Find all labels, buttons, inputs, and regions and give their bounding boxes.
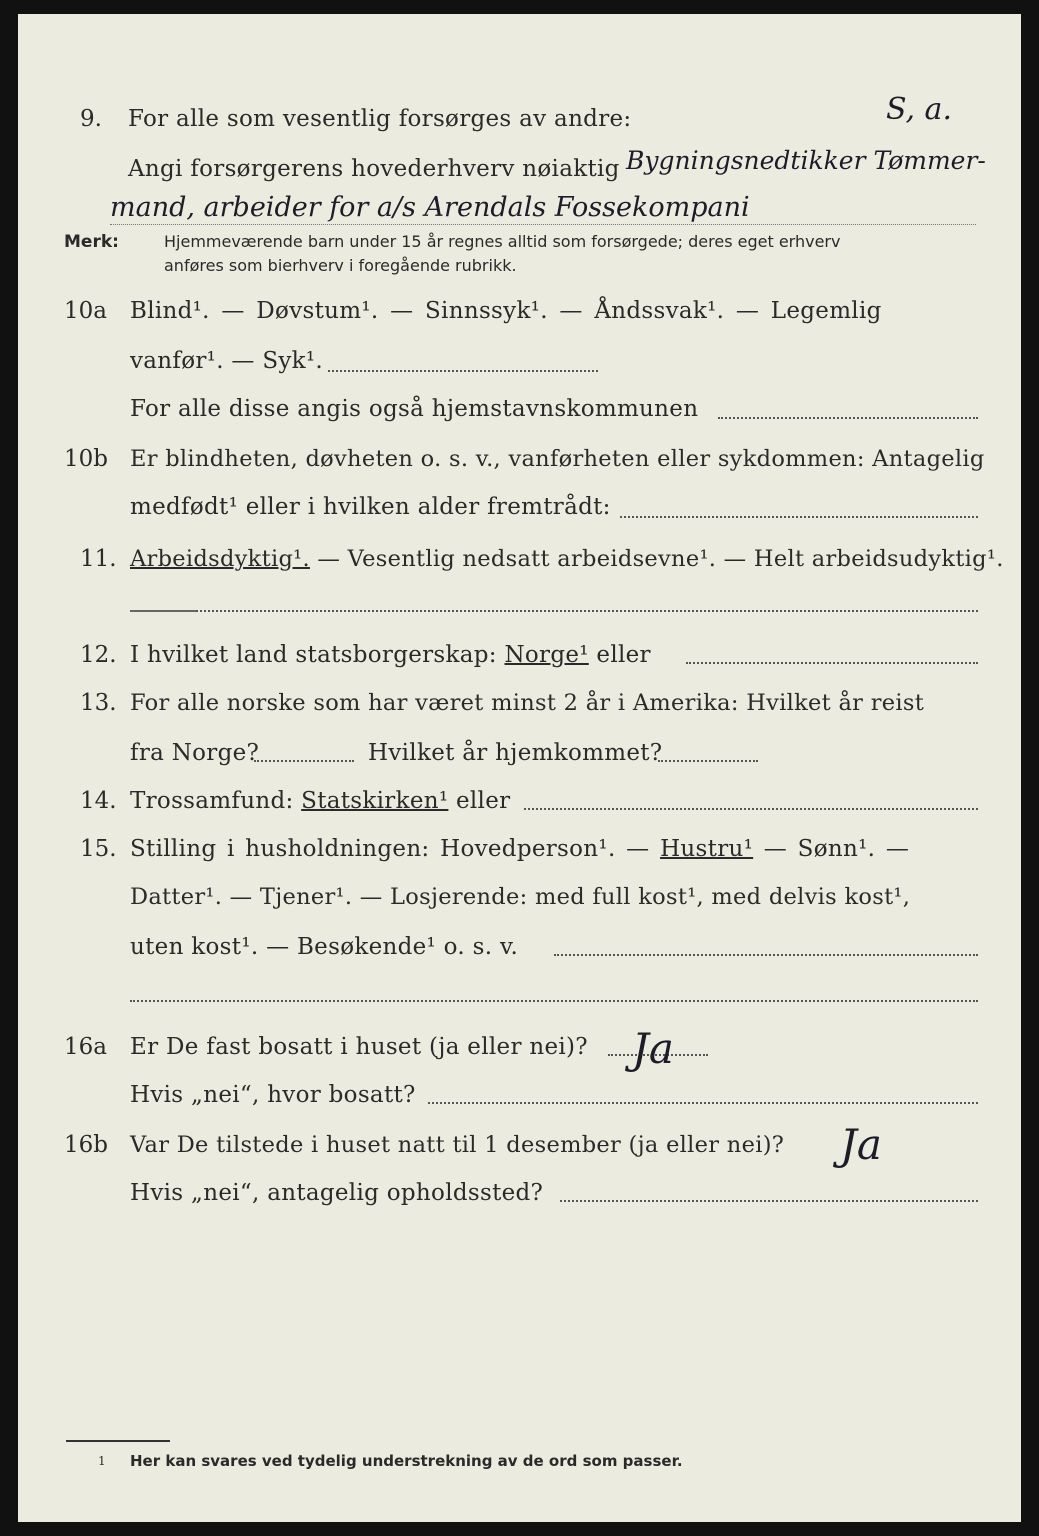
q14-eller: eller bbox=[448, 788, 511, 814]
q12-field bbox=[686, 662, 978, 664]
q14-number: 14. bbox=[80, 788, 117, 814]
q12-number: 12. bbox=[80, 642, 117, 668]
merk-line2: anføres som bierhverv i foregående rubrikk. bbox=[164, 256, 517, 275]
q16b-number: 16b bbox=[64, 1132, 108, 1158]
q16a-line1: Er De fast bosatt i huset (ja eller nei)? bbox=[130, 1034, 588, 1060]
q11-rule-short bbox=[130, 610, 196, 612]
q16b-opholdssted-field bbox=[560, 1200, 978, 1202]
merk-label: Merk: bbox=[64, 232, 119, 252]
q16b-answer: Ja bbox=[840, 1120, 882, 1169]
q11-extra-field bbox=[196, 610, 978, 612]
q15-line2: Datter¹. — Tjener¹. — Losjerende: med full kost¹, med delvis kost¹, bbox=[130, 884, 911, 910]
q15-line1 bbox=[130, 836, 909, 862]
margin-note: S, a. bbox=[886, 92, 952, 127]
q10b-line2: medfødt¹ eller i hvilken alder fremtrådt: bbox=[130, 494, 611, 520]
q9-number: 9. bbox=[80, 106, 102, 132]
census-form-page bbox=[18, 14, 1021, 1522]
q10b-number: 10b bbox=[64, 446, 108, 472]
q13-reist-field bbox=[254, 760, 354, 762]
q13-hjemkommet-field bbox=[658, 760, 758, 762]
q12-label: I hvilket land statsborgerskap: bbox=[130, 642, 505, 668]
merk-line1: Hjemmeværende barn under 15 år regnes alltid som forsørgede; deres eget erhverv bbox=[164, 232, 841, 251]
q9-answer-line1: Bygningsnedtikker Tømmer- bbox=[626, 146, 986, 175]
q15-line1-rest: — Sønn¹. — bbox=[753, 836, 910, 862]
q15-field bbox=[554, 954, 978, 956]
q14-label: Trossamfund: bbox=[130, 788, 302, 814]
q15-label: Stilling i husholdningen: Hovedperson¹. — bbox=[130, 836, 661, 862]
q14-selected-option: Statskirken¹ bbox=[301, 788, 449, 814]
q10a-syk-field bbox=[328, 370, 598, 372]
q10a-number: 10a bbox=[64, 298, 107, 324]
q11-text bbox=[130, 546, 1004, 572]
q16a-number: 16a bbox=[64, 1034, 107, 1060]
q14-text bbox=[130, 788, 510, 814]
q16b-line2: Hvis „nei“, antagelig opholdssted? bbox=[130, 1180, 544, 1206]
q9-answer-line2: mand, arbeider for a/s Arendals Fossekompani bbox=[110, 192, 750, 223]
q15-line3: uten kost¹. — Besøkende¹ o. s. v. bbox=[130, 934, 519, 960]
q16a-bosatt-field bbox=[428, 1102, 978, 1104]
q13-line2a: fra Norge? bbox=[130, 740, 260, 766]
q13-line1: For alle norske som har været minst 2 år i Amerika: Hvilket år reist bbox=[130, 690, 925, 716]
q12-eller: eller bbox=[588, 642, 651, 668]
q15-extra-field bbox=[130, 1000, 978, 1002]
q10a-line3: For alle disse angis også hjemstavnskommunen bbox=[130, 396, 699, 422]
q13-number: 13. bbox=[80, 690, 117, 716]
q11-rest: — Vesentlig nedsatt arbeidsevne¹. — Helt arbeidsudyktig¹. bbox=[309, 546, 1004, 572]
q12-selected-option: Norge¹ bbox=[504, 642, 589, 668]
q10a-line2: vanfør¹. — Syk¹. bbox=[130, 348, 324, 374]
q16a-line2: Hvis „nei“, hvor bosatt? bbox=[130, 1082, 416, 1108]
q16b-line1: Var De tilstede i huset natt til 1 desember (ja eller nei)? bbox=[130, 1132, 785, 1158]
q15-number: 15. bbox=[80, 836, 117, 862]
q9-line1: For alle som vesentlig forsørges av andre: bbox=[128, 106, 632, 132]
q10a-hjemstavn-field bbox=[718, 417, 978, 419]
footnote-text: Her kan svares ved tydelig understrekning av de ord som passer. bbox=[130, 1452, 683, 1470]
q13-line2b: Hvilket år hjemkommet? bbox=[368, 740, 663, 766]
q10a-line1: Blind¹. — Døvstum¹. — Sinnssyk¹. — Åndssvak¹. — Legemlig bbox=[130, 298, 882, 324]
footnote-marker: 1 bbox=[98, 1454, 106, 1468]
q14-field bbox=[524, 808, 978, 810]
q15-selected-option: Hustru¹ bbox=[660, 836, 754, 862]
footnote-rule bbox=[66, 1440, 170, 1442]
q9-answer-rule bbox=[110, 224, 976, 225]
q11-number: 11. bbox=[80, 546, 117, 572]
q9-line2: Angi forsørgerens hovederhverv nøiaktig bbox=[128, 156, 620, 182]
q11-selected-option: Arbeidsdyktig¹. bbox=[130, 546, 310, 572]
q16a-answer: Ja bbox=[632, 1024, 674, 1073]
q10b-alder-field bbox=[620, 516, 978, 518]
q12-text bbox=[130, 642, 651, 668]
q10b-line1: Er blindheten, døvheten o. s. v., vanførheten eller sykdommen: Antagelig bbox=[130, 446, 985, 472]
